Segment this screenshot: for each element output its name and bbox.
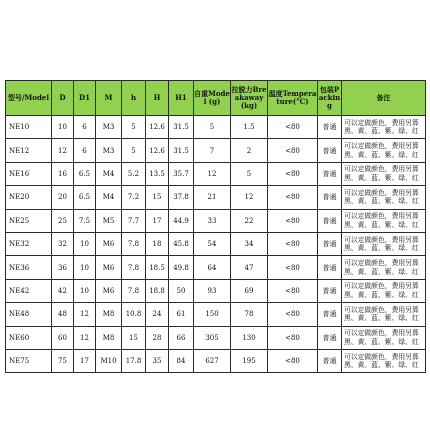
table-cell: 6.5 xyxy=(74,186,96,209)
table-cell: <80 xyxy=(268,279,318,302)
table-cell: 5 xyxy=(194,116,231,139)
table-cell: 7.2 xyxy=(122,186,146,209)
column-header: D1 xyxy=(74,81,96,116)
note-cell: 可以定做颜色，费用另算黑、黄、蓝、紫、绿、红 xyxy=(342,162,426,185)
table-cell: M3 xyxy=(96,116,122,139)
table-row xyxy=(6,209,426,232)
spec-sheet xyxy=(5,80,425,373)
table-cell: 48 xyxy=(52,303,74,326)
table-cell: <80 xyxy=(268,162,318,185)
table-row xyxy=(6,232,426,255)
table-row xyxy=(6,139,426,162)
model-cell: NE20 xyxy=(6,186,52,209)
table-cell: 84 xyxy=(169,349,194,372)
table-cell: 普通 xyxy=(318,139,342,162)
table-cell: 普通 xyxy=(318,232,342,255)
table-cell: 12.6 xyxy=(146,139,169,162)
table-cell: 78 xyxy=(231,303,268,326)
table-cell: M6 xyxy=(96,279,122,302)
table-cell: M4 xyxy=(96,186,122,209)
table-cell: 33 xyxy=(194,209,231,232)
note-cell: 可以定做颜色，费用另算黑、黄、蓝、紫、绿、红 xyxy=(342,349,426,372)
table-cell: 18 xyxy=(146,232,169,255)
table-cell: 75 xyxy=(52,349,74,372)
table-cell: 34 xyxy=(231,232,268,255)
table-cell: <80 xyxy=(268,116,318,139)
table-cell: 7.8 xyxy=(122,232,146,255)
table-cell: 20 xyxy=(52,186,74,209)
table-cell: 7.7 xyxy=(122,209,146,232)
column-header: H xyxy=(146,81,169,116)
table-cell: 12.6 xyxy=(146,116,169,139)
table-cell: 6 xyxy=(74,139,96,162)
table-cell: 15 xyxy=(122,326,146,349)
table-cell: 60 xyxy=(52,326,74,349)
table-cell: 12 xyxy=(194,162,231,185)
column-header: 备注 xyxy=(342,81,426,116)
table-cell: 12 xyxy=(52,139,74,162)
table-cell: 12 xyxy=(74,326,96,349)
table-cell: 13.5 xyxy=(146,162,169,185)
table-cell: 25 xyxy=(52,209,74,232)
column-header: 包装Packing xyxy=(318,81,342,116)
table-cell: 10 xyxy=(74,256,96,279)
table-cell: M10 xyxy=(96,349,122,372)
table-cell: 5 xyxy=(122,139,146,162)
table-cell: 50 xyxy=(169,279,194,302)
model-cell: NE36 xyxy=(6,256,52,279)
table-cell: 49.8 xyxy=(169,256,194,279)
table-cell: 17.8 xyxy=(122,349,146,372)
table-cell: 150 xyxy=(194,303,231,326)
table-cell: 普通 xyxy=(318,209,342,232)
table-cell: 10 xyxy=(74,232,96,255)
table-cell: 69 xyxy=(231,279,268,302)
table-cell: 2 xyxy=(231,139,268,162)
table-body xyxy=(6,116,426,373)
model-cell: NE48 xyxy=(6,303,52,326)
column-header: h xyxy=(122,81,146,116)
note-cell: 可以定做颜色，费用另算黑、黄、蓝、紫、绿、红 xyxy=(342,209,426,232)
spec-table xyxy=(5,80,426,373)
table-row xyxy=(6,162,426,185)
table-cell: 35.7 xyxy=(169,162,194,185)
table-row xyxy=(6,279,426,302)
table-cell: 6 xyxy=(74,116,96,139)
table-cell: 66 xyxy=(169,326,194,349)
table-cell: 54 xyxy=(194,232,231,255)
table-cell: 195 xyxy=(231,349,268,372)
note-cell: 可以定做颜色，费用另算黑、黄、蓝、紫、绿、红 xyxy=(342,116,426,139)
table-cell: M4 xyxy=(96,162,122,185)
table-header xyxy=(6,81,426,116)
model-cell: NE25 xyxy=(6,209,52,232)
table-cell: 28 xyxy=(146,326,169,349)
table-cell: 普通 xyxy=(318,256,342,279)
table-cell: <80 xyxy=(268,303,318,326)
table-cell: M6 xyxy=(96,232,122,255)
table-cell: 36 xyxy=(52,256,74,279)
table-cell: 37.8 xyxy=(169,186,194,209)
note-cell: 可以定做颜色，费用另算黑、黄、蓝、紫、绿、红 xyxy=(342,139,426,162)
table-cell: M5 xyxy=(96,209,122,232)
table-cell: 21 xyxy=(194,186,231,209)
table-row xyxy=(6,326,426,349)
table-cell: 普通 xyxy=(318,116,342,139)
table-row xyxy=(6,303,426,326)
table-cell: 普通 xyxy=(318,303,342,326)
table-cell: 5 xyxy=(122,116,146,139)
table-cell: 44.9 xyxy=(169,209,194,232)
note-cell: 可以定做颜色，费用另算黑、黄、蓝、紫、绿、红 xyxy=(342,326,426,349)
table-cell: 5.2 xyxy=(122,162,146,185)
column-header: H1 xyxy=(169,81,194,116)
table-cell: 31.5 xyxy=(169,116,194,139)
table-cell: 7.8 xyxy=(122,279,146,302)
table-cell: M3 xyxy=(96,139,122,162)
note-cell: 可以定做颜色，费用另算黑、黄、蓝、紫、绿、红 xyxy=(342,303,426,326)
table-cell: 305 xyxy=(194,326,231,349)
table-cell: 10 xyxy=(52,116,74,139)
table-cell: <80 xyxy=(268,186,318,209)
table-cell: 10 xyxy=(74,279,96,302)
header-row xyxy=(6,81,426,116)
table-cell: M6 xyxy=(96,256,122,279)
table-cell: 93 xyxy=(194,279,231,302)
table-cell: 627 xyxy=(194,349,231,372)
table-cell: 31.5 xyxy=(169,139,194,162)
table-cell: <80 xyxy=(268,139,318,162)
table-cell: 普通 xyxy=(318,279,342,302)
column-header: M xyxy=(96,81,122,116)
table-cell: 1.5 xyxy=(231,116,268,139)
table-cell: 10.8 xyxy=(122,303,146,326)
model-cell: NE10 xyxy=(6,116,52,139)
column-header: D xyxy=(52,81,74,116)
table-cell: M8 xyxy=(96,303,122,326)
table-cell: 普通 xyxy=(318,349,342,372)
table-cell: M8 xyxy=(96,326,122,349)
table-cell: 32 xyxy=(52,232,74,255)
model-cell: NE75 xyxy=(6,349,52,372)
table-cell: 7 xyxy=(194,139,231,162)
table-cell: 61 xyxy=(169,303,194,326)
table-cell: 18.5 xyxy=(146,256,169,279)
table-cell: 17 xyxy=(74,349,96,372)
table-cell: 15 xyxy=(146,186,169,209)
table-cell: 普通 xyxy=(318,326,342,349)
model-cell: NE32 xyxy=(6,232,52,255)
table-cell: 17 xyxy=(146,209,169,232)
table-cell: 12 xyxy=(231,186,268,209)
table-cell: 47 xyxy=(231,256,268,279)
table-cell: 12 xyxy=(74,303,96,326)
table-cell: 5 xyxy=(231,162,268,185)
table-cell: <80 xyxy=(268,326,318,349)
table-row xyxy=(6,256,426,279)
table-cell: <80 xyxy=(268,232,318,255)
note-cell: 可以定做颜色，费用另算黑、黄、蓝、紫、绿、红 xyxy=(342,186,426,209)
model-cell: NE12 xyxy=(6,139,52,162)
table-row xyxy=(6,349,426,372)
table-row xyxy=(6,116,426,139)
table-cell: 普通 xyxy=(318,186,342,209)
table-cell: 24 xyxy=(146,303,169,326)
table-cell: 普通 xyxy=(318,162,342,185)
note-cell: 可以定做颜色，费用另算黑、黄、蓝、紫、绿、红 xyxy=(342,279,426,302)
table-cell: 16 xyxy=(52,162,74,185)
table-cell: 6.5 xyxy=(74,162,96,185)
table-row xyxy=(6,186,426,209)
table-cell: <80 xyxy=(268,209,318,232)
table-cell: 42 xyxy=(52,279,74,302)
table-cell: 22 xyxy=(231,209,268,232)
table-cell: <80 xyxy=(268,349,318,372)
table-cell: 64 xyxy=(194,256,231,279)
table-cell: <80 xyxy=(268,256,318,279)
model-cell: NE42 xyxy=(6,279,52,302)
model-cell: NE16 xyxy=(6,162,52,185)
column-header: 拉脱力Breakaway(kg) xyxy=(231,81,268,116)
note-cell: 可以定做颜色，费用另算黑、黄、蓝、紫、绿、红 xyxy=(342,232,426,255)
column-header: 型号/Model xyxy=(6,81,52,116)
model-cell: NE60 xyxy=(6,326,52,349)
column-header: 温度Temperature(°C) xyxy=(268,81,318,116)
note-cell: 可以定做颜色，费用另算黑、黄、蓝、紫、绿、红 xyxy=(342,256,426,279)
column-header: 自重Model (g) xyxy=(194,81,231,116)
table-cell: 18.8 xyxy=(146,279,169,302)
table-cell: 7.5 xyxy=(74,209,96,232)
table-cell: 7.8 xyxy=(122,256,146,279)
table-cell: 35 xyxy=(146,349,169,372)
table-cell: 130 xyxy=(231,326,268,349)
table-cell: 45.8 xyxy=(169,232,194,255)
